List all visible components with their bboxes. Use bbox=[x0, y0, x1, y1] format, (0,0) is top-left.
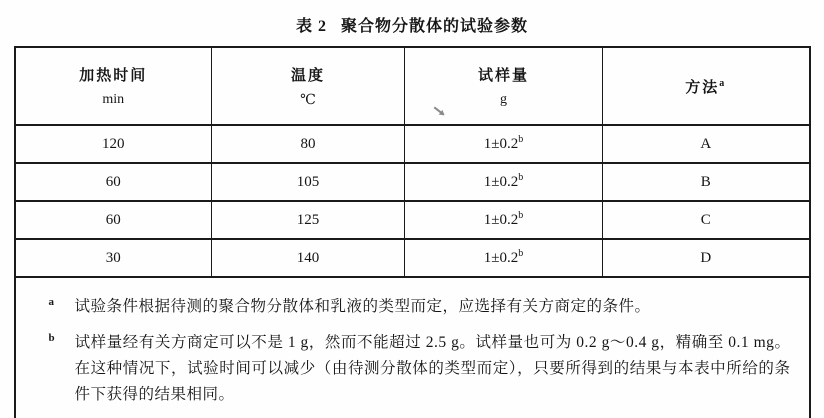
table-row bbox=[15, 125, 810, 163]
table-number: 表 2 bbox=[295, 18, 327, 35]
cell-sample-amount bbox=[405, 201, 603, 239]
col-header-method bbox=[603, 47, 810, 125]
footnote-ref-b: b bbox=[518, 247, 524, 259]
table-row bbox=[15, 239, 810, 277]
footnotes-cell bbox=[15, 277, 810, 418]
cell-method: B bbox=[603, 163, 810, 201]
table-row bbox=[15, 201, 810, 239]
footnote-ref-b: b bbox=[518, 209, 524, 221]
cell-method: C bbox=[603, 201, 810, 239]
col-header-heating-time bbox=[15, 47, 212, 125]
footnote-ref-b: b bbox=[518, 171, 524, 183]
cell-temperature: 125 bbox=[212, 201, 405, 239]
cell-sample-amount-value: 1±0.2 bbox=[483, 135, 519, 152]
cell-temperature: 105 bbox=[212, 163, 405, 201]
footnote-ref-a: a bbox=[719, 77, 727, 89]
cell-method: A bbox=[603, 125, 810, 163]
cell-heating-time: 60 bbox=[15, 201, 212, 239]
table-header-row bbox=[15, 47, 810, 125]
cell-heating-time: 60 bbox=[15, 163, 212, 201]
table-title bbox=[0, 0, 824, 36]
test-parameters-table bbox=[14, 46, 811, 418]
footnote-ref-b: b bbox=[518, 133, 524, 145]
col-header-temperature bbox=[212, 47, 405, 125]
table-caption-text: 聚合物分散体的试验参数 bbox=[341, 18, 529, 35]
cell-method: D bbox=[603, 239, 810, 277]
col-header-temperature-unit: ℃ bbox=[300, 92, 316, 108]
footnote-b bbox=[49, 325, 791, 408]
cell-sample-amount-value: 1±0.2 bbox=[483, 173, 519, 190]
cell-heating-time: 30 bbox=[15, 239, 212, 277]
col-header-sample-amount bbox=[405, 47, 603, 125]
cell-sample-amount bbox=[405, 163, 603, 201]
cell-temperature: 140 bbox=[212, 239, 405, 277]
cell-temperature: 80 bbox=[212, 125, 405, 163]
col-header-heating-time-label: 加热时间 bbox=[79, 68, 148, 84]
table-row bbox=[15, 163, 810, 201]
cell-sample-amount bbox=[405, 239, 603, 277]
col-header-temperature-label: 温度 bbox=[290, 67, 325, 84]
footnote-a bbox=[49, 289, 791, 320]
cell-heating-time: 120 bbox=[15, 125, 212, 163]
col-header-method-label: 方法 bbox=[685, 79, 720, 96]
col-header-sample-amount-label: 试样量 bbox=[477, 68, 529, 84]
footnote-b-text: 试样量经有关方商定可以不是 1 g，然而不能超过 2.5 g。试样量也可为 0.2 g～0.4 g，精确至 0.1 mg。在这种情况下，试验时间可以减少（由待测分散体的类型而定），只要所得到的结果与本表中所给的条件下获得的结果相同。 bbox=[74, 334, 791, 403]
footnote-b-marker: b bbox=[48, 332, 56, 344]
col-header-sample-amount-unit: g bbox=[500, 92, 507, 107]
col-header-heating-time-unit: min bbox=[102, 92, 125, 107]
cell-sample-amount-value: 1±0.2 bbox=[483, 249, 519, 266]
cell-sample-amount bbox=[405, 125, 603, 163]
cell-sample-amount-value: 1±0.2 bbox=[483, 211, 519, 228]
footnote-a-text: 试验条件根据待测的聚合物分散体和乳液的类型而定，应选择有关方商定的条件。 bbox=[74, 298, 651, 315]
footnote-a-marker: a bbox=[48, 296, 55, 308]
